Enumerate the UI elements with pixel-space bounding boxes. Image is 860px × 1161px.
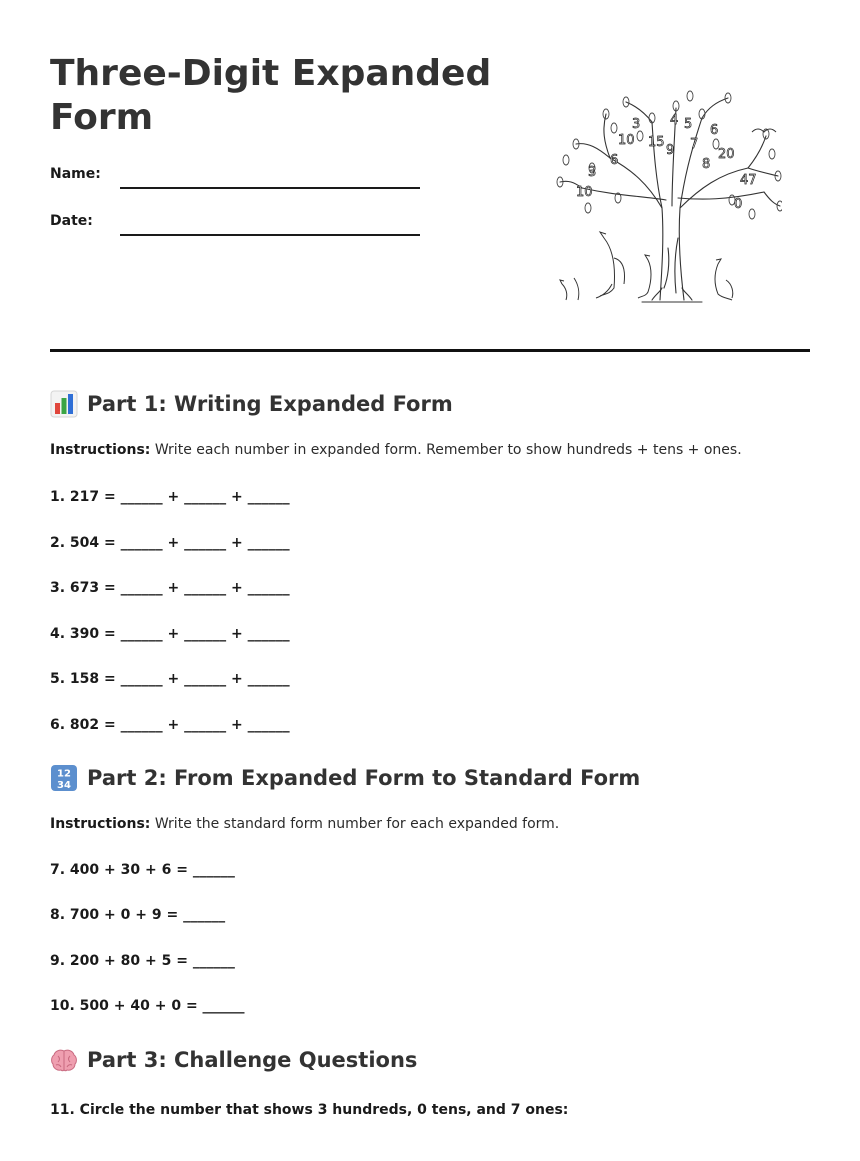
page-title: Three-Digit Expanded Form <box>50 53 492 138</box>
part1-instructions <box>50 442 742 458</box>
question-4: 4. 390 = ______ + ______ + ______ <box>50 626 290 642</box>
svg-text:9: 9 <box>666 143 675 158</box>
question-9: 9. 200 + 80 + 5 = ______ <box>50 953 235 969</box>
svg-text:34: 34 <box>57 780 71 791</box>
svg-text:12: 12 <box>57 768 71 780</box>
brain-icon <box>50 1046 78 1074</box>
part2-instructions <box>50 816 559 832</box>
question-8: 8. 700 + 0 + 9 = ______ <box>50 907 226 923</box>
svg-text:10: 10 <box>618 133 635 148</box>
svg-text:4: 4 <box>670 113 679 128</box>
svg-text:3: 3 <box>588 165 597 180</box>
section-divider <box>50 349 810 352</box>
svg-text:8: 8 <box>702 157 711 172</box>
svg-text:10: 10 <box>576 185 593 200</box>
instructions-label: Instructions: <box>50 442 151 458</box>
svg-text:0: 0 <box>734 197 743 212</box>
date-field[interactable] <box>120 234 420 236</box>
svg-text:5: 5 <box>684 117 693 132</box>
name-field[interactable] <box>120 187 420 189</box>
part2-heading <box>50 764 640 792</box>
question-7: 7. 400 + 30 + 6 = ______ <box>50 862 235 878</box>
question-3: 3. 673 = ______ + ______ + ______ <box>50 580 290 596</box>
question-6: 6. 802 = ______ + ______ + ______ <box>50 717 290 733</box>
part3-heading <box>50 1046 417 1074</box>
svg-text:15: 15 <box>648 135 665 150</box>
question-10: 10. 500 + 40 + 0 = ______ <box>50 998 245 1014</box>
svg-text:7: 7 <box>690 137 699 152</box>
part1-heading <box>50 390 453 418</box>
instructions-text: Write the standard form number for each expanded form. <box>150 816 560 832</box>
question-11: 11. Circle the number that shows 3 hundreds, 0 tens, and 7 ones: <box>50 1102 569 1118</box>
question-1: 1. 217 = ______ + ______ + ______ <box>50 489 290 505</box>
part1-heading-text: Part 1: Writing Expanded Form <box>87 392 453 416</box>
part2-heading-text: Part 2: From Expanded Form to Standard Form <box>87 766 641 790</box>
question-2: 2. 504 = ______ + ______ + ______ <box>50 535 290 551</box>
svg-text:20: 20 <box>718 147 735 162</box>
svg-text:3: 3 <box>632 117 641 132</box>
name-label: Name: <box>50 166 101 182</box>
svg-text:6: 6 <box>710 123 719 138</box>
instructions-text: Write each number in expanded form. Remember to show hundreds + tens + ones. <box>150 442 742 458</box>
svg-text:6: 6 <box>610 153 619 168</box>
bar-chart-icon <box>50 390 78 418</box>
instructions-label: Instructions: <box>50 816 151 832</box>
tree-illustration <box>552 88 782 306</box>
svg-text:47: 47 <box>740 173 757 188</box>
part3-heading-text: Part 3: Challenge Questions <box>87 1048 418 1072</box>
date-label: Date: <box>50 213 93 229</box>
question-5: 5. 158 = ______ + ______ + ______ <box>50 671 290 687</box>
numbers-1234-icon <box>50 764 78 792</box>
